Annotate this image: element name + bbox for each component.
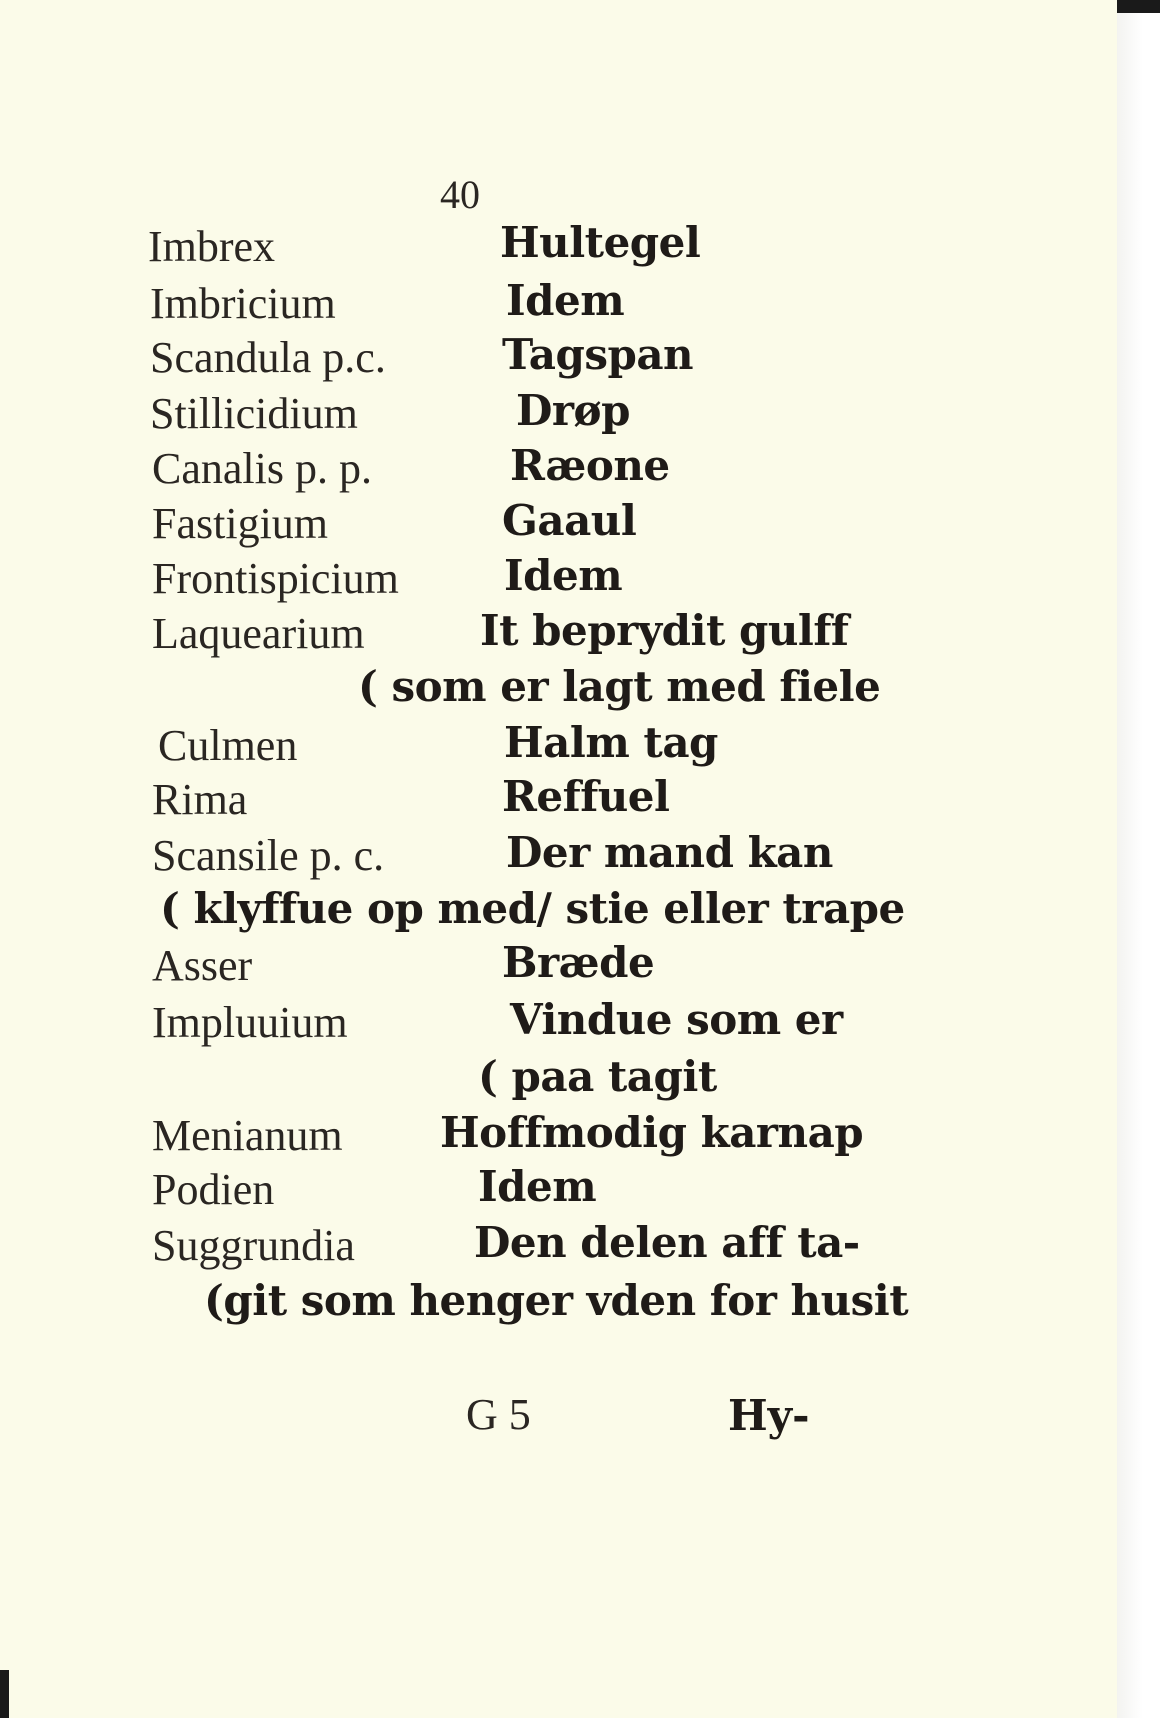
latin-term: Imbricium bbox=[150, 279, 336, 328]
latin-term: Podien bbox=[152, 1165, 275, 1214]
danish-term: Idem bbox=[504, 551, 623, 600]
danish-term: Vindue som er bbox=[510, 995, 843, 1044]
latin-term: Fastigium bbox=[152, 499, 329, 548]
latin-term: Impluuium bbox=[152, 998, 348, 1047]
danish-continuation: ( som er lagt med fiele bbox=[358, 662, 881, 711]
danish-term: Hultegel bbox=[500, 218, 701, 267]
danish-term: Den delen aff ta- bbox=[474, 1218, 860, 1267]
catchword: Hy- bbox=[728, 1391, 810, 1440]
danish-term: Gaaul bbox=[502, 496, 637, 545]
scan-corner-mark bbox=[1117, 0, 1160, 13]
danish-term: Tagspan bbox=[502, 330, 694, 379]
latin-term: Scansile p. c. bbox=[152, 831, 385, 880]
latin-term: Suggrundia bbox=[152, 1221, 355, 1270]
latin-term: Rima bbox=[152, 775, 248, 824]
danish-term: Idem bbox=[478, 1162, 597, 1211]
latin-term: Scandula p.c. bbox=[150, 333, 386, 382]
latin-term: Culmen bbox=[158, 721, 298, 770]
danish-continuation: ( klyffue op med/ stie eller trape bbox=[160, 884, 905, 933]
danish-continuation: (git som henger vden for husit bbox=[204, 1276, 909, 1325]
scan-left-mark bbox=[0, 1670, 9, 1718]
danish-term: Halm tag bbox=[504, 718, 718, 767]
signature-mark: G 5 bbox=[466, 1390, 531, 1439]
danish-term: Drøp bbox=[516, 386, 630, 435]
danish-term: It beprydit gulff bbox=[480, 606, 849, 655]
danish-continuation: ( paa tagit bbox=[478, 1052, 717, 1101]
page-number: 40 bbox=[440, 172, 480, 217]
danish-term: Ræone bbox=[510, 441, 670, 490]
danish-term: Hoffmodig karnap bbox=[440, 1108, 864, 1157]
danish-term: Idem bbox=[506, 276, 625, 325]
latin-term: Menianum bbox=[152, 1111, 343, 1160]
danish-term: Reffuel bbox=[502, 772, 670, 821]
latin-term: Asser bbox=[152, 941, 253, 990]
latin-term: Canalis p. p. bbox=[152, 444, 372, 493]
danish-term: Der mand kan bbox=[506, 828, 833, 877]
latin-term: Laquearium bbox=[152, 609, 365, 658]
latin-term: Imbrex bbox=[148, 222, 276, 271]
latin-term: Frontispicium bbox=[152, 554, 399, 603]
danish-term: Bræde bbox=[502, 938, 655, 987]
scan-edge bbox=[1117, 0, 1160, 1718]
latin-term: Stillicidium bbox=[150, 389, 358, 438]
